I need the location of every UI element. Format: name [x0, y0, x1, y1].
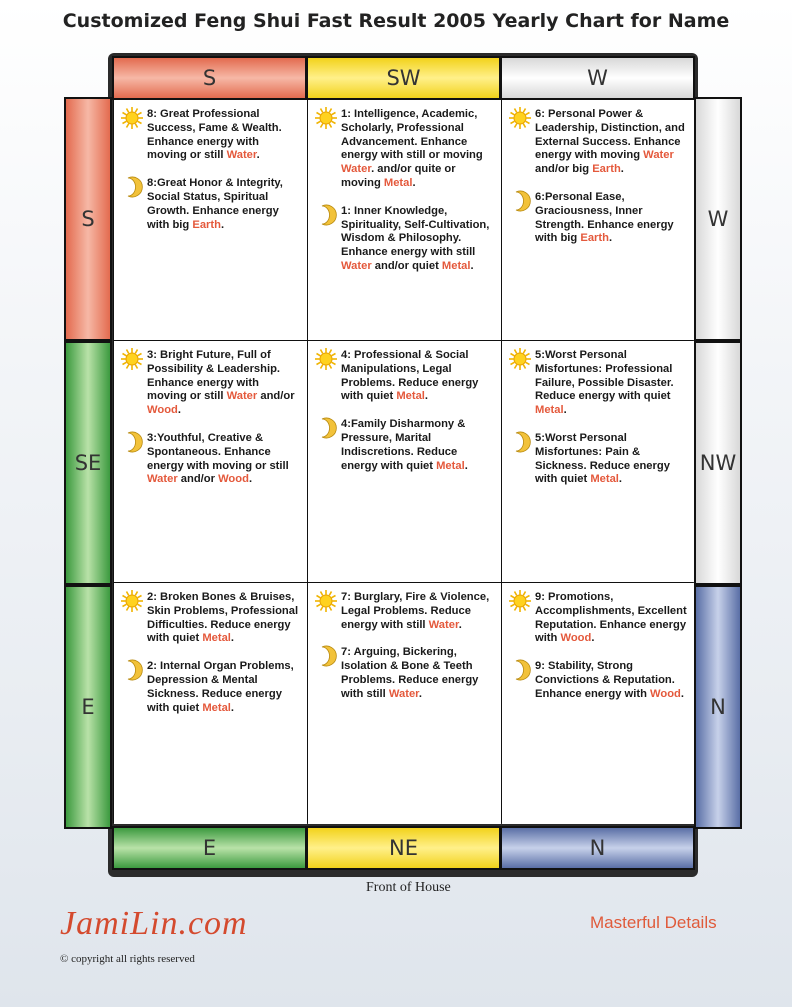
- feng-shui-grid: [113, 99, 693, 823]
- cell-sw: [308, 100, 501, 340]
- direction-bar-top-sw: [306, 56, 501, 100]
- moon-icon: [508, 430, 532, 454]
- direction-label: NE: [389, 836, 418, 860]
- direction-bar-left-e: [64, 585, 112, 829]
- direction-label: S: [81, 207, 95, 231]
- direction-label: N: [710, 695, 726, 719]
- sun-icon: [314, 589, 338, 613]
- moon-entry: [120, 660, 301, 715]
- entry-text-part: .: [464, 459, 468, 472]
- element-remedy: Earth: [580, 232, 609, 245]
- cell-s: [114, 100, 307, 340]
- element-remedy: Metal: [202, 632, 231, 645]
- moon-entry-text: [535, 432, 688, 487]
- moon-entry-text: [341, 205, 495, 274]
- moon-entry-text: [535, 660, 688, 701]
- element-remedy: Wood: [560, 632, 592, 645]
- entry-text-part: and/or quiet: [371, 259, 442, 272]
- entry-text-part: .: [220, 218, 225, 231]
- entry-text-part: .: [618, 473, 623, 486]
- moon-entry: [120, 177, 301, 232]
- moon-entry: [508, 660, 688, 701]
- entry-text-part: 4: Professional & Social Manipulations, Legal Problems. Reduce energy with quiet: [341, 349, 479, 403]
- moon-entry: [314, 205, 495, 274]
- front-of-house-label: Front of House: [366, 880, 451, 895]
- direction-label: E: [81, 695, 95, 719]
- entry-text-part: 8: Great Professional Success, Fame & Wealth. Enhance energy with moving or still: [147, 108, 282, 162]
- direction-bar-bottom-n: [500, 826, 695, 870]
- element-remedy: Water: [428, 618, 459, 631]
- element-remedy: Water: [226, 390, 258, 403]
- entry-text-part: .: [680, 687, 684, 700]
- moon-icon: [508, 189, 532, 213]
- copyright-text: © copyright all rights reserved: [60, 953, 195, 965]
- entry-text-part: .: [608, 232, 613, 245]
- sun-entry-text: [147, 591, 301, 646]
- sun-icon: [120, 347, 144, 371]
- sun-entry-text: [535, 108, 688, 177]
- entry-text-part: .: [177, 404, 181, 417]
- entry-text-part: 9: Promotions, Accomplishments, Excellent Reputation. Enhance energy with: [535, 591, 687, 645]
- moon-entry-text: [147, 177, 301, 232]
- entry-text-part: .: [230, 632, 235, 645]
- element-remedy: Water: [341, 259, 372, 272]
- element-remedy: Wood: [147, 404, 178, 417]
- entry-text-part: and/or: [257, 390, 295, 403]
- jamilin-logo: JamiLin.com: [60, 905, 248, 942]
- element-remedy: Metal: [441, 259, 471, 272]
- entry-text-part: 7: Arguing, Bickering, Isolation & Bone & Teeth Problems. Reduce energy with still: [341, 646, 479, 700]
- sun-icon: [508, 589, 532, 613]
- sun-entry-text: [341, 591, 495, 632]
- sun-icon: [314, 347, 338, 371]
- entry-text-part: 7: Burglary, Fire & Violence, Legal Problems. Reduce energy with still: [341, 591, 490, 631]
- element-remedy: Water: [388, 687, 419, 700]
- sun-entry: [508, 108, 688, 177]
- direction-label: SW: [386, 66, 421, 90]
- moon-icon: [314, 416, 338, 440]
- entry-text-part: .: [458, 618, 462, 631]
- moon-entry: [508, 191, 688, 246]
- masterful-details-tagline: Masterful Details: [590, 913, 717, 932]
- moon-entry-text: [147, 660, 301, 715]
- entry-text-part: 9: Stability, Strong Convictions & Reputation. Enhance energy with: [535, 660, 675, 700]
- moon-entry-text: [341, 418, 495, 473]
- cell-se: [114, 341, 307, 582]
- direction-bar-left-se: [64, 341, 112, 585]
- direction-bar-right-nw: [694, 341, 742, 585]
- moon-entry: [508, 432, 688, 487]
- cell-e: [114, 583, 307, 824]
- cell-ne: [308, 583, 501, 824]
- element-remedy: Metal: [383, 176, 413, 189]
- entry-text-part: 2: Broken Bones & Bruises, Skin Problems, Professional Difficulties. Reduce energy with quiet: [147, 591, 299, 645]
- entry-text-part: 4:Family Disharmony & Pressure, Marital Indiscretions. Reduce energy with quiet: [341, 418, 466, 472]
- sun-icon: [120, 106, 144, 130]
- entry-text-part: 3: Bright Future, Full of Possibility & Leadership. Enhance energy with moving or still: [147, 349, 281, 403]
- direction-bar-top-s: [112, 56, 307, 100]
- element-remedy: Metal: [396, 390, 425, 403]
- moon-icon: [314, 644, 338, 668]
- sun-entry-text: [147, 108, 301, 163]
- direction-label: W: [587, 66, 608, 90]
- entry-text-part: .: [256, 149, 260, 162]
- sun-entry: [120, 591, 301, 646]
- entry-text-part: 6:Personal Ease, Graciousness, Inner Strength. Enhance energy with big: [535, 190, 674, 245]
- sun-entry: [120, 108, 301, 163]
- entry-text-part: 5:Worst Personal Misfortunes: Professional Failure, Possible Disaster. Reduce energy with quiet: [535, 349, 674, 403]
- direction-label: S: [202, 66, 217, 90]
- entry-text-part: 1: Intelligence, Academic, Scholarly, Professional Advancement. Enhance energy with still or moving: [341, 108, 483, 162]
- element-remedy: Metal: [436, 459, 465, 472]
- moon-entry: [314, 418, 495, 473]
- direction-bar-left-s: [64, 97, 112, 341]
- element-remedy: Wood: [218, 473, 249, 486]
- page-title: Customized Feng Shui Fast Result 2005 Yearly Chart for Name: [62, 10, 730, 32]
- moon-icon: [120, 175, 144, 199]
- direction-label: N: [589, 836, 606, 860]
- element-remedy: Metal: [202, 701, 231, 714]
- entry-text-part: 5:Worst Personal Misfortunes: Pain & Sickness. Reduce energy with quiet: [535, 431, 670, 486]
- entry-text-part: 8:Great Honor & Integrity, Social Status, Spiritual Growth. Enhance energy with big: [147, 177, 283, 231]
- entry-text-part: . and/or quite or moving: [341, 163, 456, 189]
- direction-label: SE: [74, 451, 102, 475]
- direction-bar-bottom-e: [112, 826, 307, 870]
- entry-text-part: .: [620, 163, 624, 176]
- element-remedy: Metal: [590, 473, 619, 486]
- element-remedy: Water: [341, 163, 372, 176]
- element-remedy: Water: [643, 149, 674, 162]
- direction-bar-right-w: [694, 97, 742, 341]
- cell-center: [308, 341, 501, 582]
- entry-text-part: and/or big: [535, 163, 593, 176]
- cell-n: [502, 583, 694, 824]
- entry-text-part: 1: Inner Knowledge, Spirituality, Self-Cultivation, Wisdom & Philosophy. Enhance energy with still: [341, 204, 490, 259]
- element-remedy: Wood: [650, 687, 681, 700]
- entry-text-part: 6: Personal Power & Leadership, Distinction, and External Success. Enhance energy with moving: [535, 108, 685, 162]
- sun-icon: [508, 347, 532, 371]
- entry-text-part: .: [412, 176, 416, 189]
- sun-entry: [508, 349, 688, 418]
- sun-entry: [314, 349, 495, 404]
- direction-label: E: [202, 836, 217, 860]
- sun-icon: [314, 106, 338, 130]
- direction-bar-bottom-ne: [306, 826, 501, 870]
- entry-text-part: .: [230, 701, 235, 714]
- sun-entry-text: [341, 108, 495, 191]
- moon-entry: [314, 646, 495, 701]
- moon-entry-text: [147, 432, 301, 487]
- direction-label: W: [707, 207, 729, 231]
- sun-entry: [120, 349, 301, 418]
- sun-entry: [314, 591, 495, 632]
- entry-text-part: 3:Youthful, Creative & Spontaneous. Enhance energy with moving or still: [147, 431, 289, 472]
- entry-text-part: .: [470, 259, 474, 272]
- cell-w: [502, 100, 694, 340]
- entry-text-part: .: [424, 390, 429, 403]
- entry-text-part: and/or: [177, 473, 219, 486]
- moon-icon: [120, 658, 144, 682]
- sun-entry-text: [535, 591, 688, 646]
- sun-entry-text: [341, 349, 495, 404]
- element-remedy: Metal: [535, 404, 564, 417]
- sun-icon: [508, 106, 532, 130]
- moon-icon: [508, 658, 532, 682]
- sun-entry-text: [535, 349, 688, 418]
- entry-text-part: .: [591, 632, 595, 645]
- entry-text-part: .: [563, 404, 567, 417]
- direction-bar-top-w: [500, 56, 695, 100]
- element-remedy: Water: [226, 149, 257, 162]
- sun-icon: [120, 589, 144, 613]
- sun-entry: [314, 108, 495, 191]
- moon-entry: [120, 432, 301, 487]
- element-remedy: Earth: [192, 218, 221, 231]
- cell-nw: [502, 341, 694, 582]
- direction-bar-right-n: [694, 585, 742, 829]
- moon-entry-text: [341, 646, 495, 701]
- entry-text-part: .: [248, 473, 253, 486]
- entry-text-part: 2: Internal Organ Problems, Depression & Mental Sickness. Reduce energy with quiet: [147, 660, 294, 714]
- direction-label: NW: [699, 451, 737, 475]
- element-remedy: Water: [147, 473, 178, 486]
- moon-icon: [120, 430, 144, 454]
- sun-entry-text: [147, 349, 301, 418]
- sun-entry: [508, 591, 688, 646]
- element-remedy: Earth: [592, 163, 621, 176]
- moon-entry-text: [535, 191, 688, 246]
- moon-icon: [314, 203, 338, 227]
- entry-text-part: .: [418, 687, 423, 700]
